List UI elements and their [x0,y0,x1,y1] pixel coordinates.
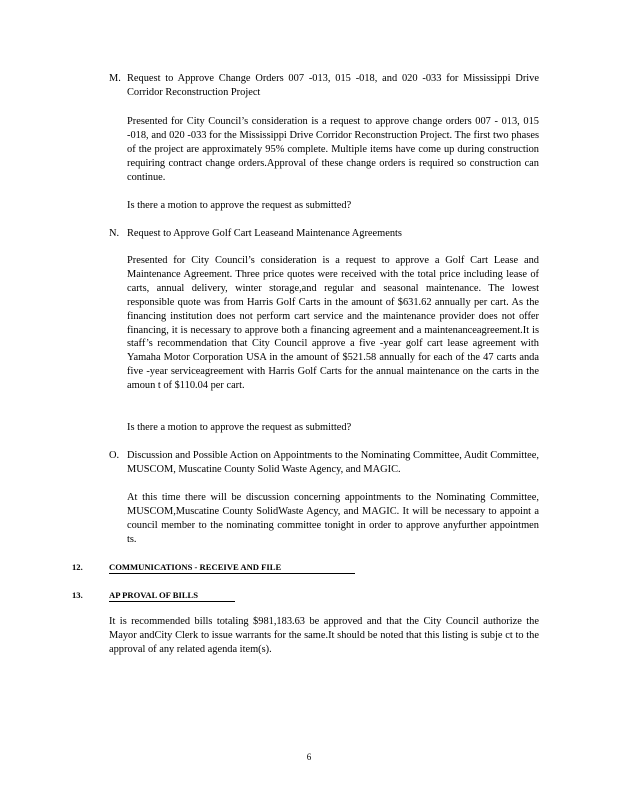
section-13-body: It is recommended bills totaling $981,183.63 be approved and that the City Council authorize the Mayor andCity Clerk to issue warrants for the same.It should be noted that this listing is subje ct to the approval of any related agenda item(s). [109,616,539,655]
item-m-heading [109,72,539,100]
item-o-title: Discussion and Possible Action on Appointments to the Nominating Committee, Audit Committee, MUSCOM, Muscatine County Solid Waste Agency, and MAGIC. [127,450,539,475]
section-13-title: AP PROVAL OF BILLS [109,590,199,600]
item-n-letter: N. [109,228,120,239]
page-number: 6 [306,752,312,762]
item-o-body: At this time there will be discussion concerning appointments to the Nominating Committee, MUSCOM,Muscatine County SolidWaste Agency, and MAGIC. It will be necessary to appoint a council member to the nominating committee tonight in order to approve anyfurther appointmen ts. [127,492,539,545]
item-m-letter: M. [109,73,121,84]
section-12-title: COMMUNICATIONS - RECEIVE AND FILE [109,562,282,572]
section-13-number: 13. [72,590,83,600]
item-n-title: Request to Approve Golf Cart Leaseand Maintenance Agreements [127,228,402,239]
section-12-number: 12. [72,562,83,572]
section-12-heading [109,561,355,574]
item-o-heading [109,449,539,477]
item-n-body: Presented for City Council’s consideration is a request to approve a Golf Cart Lease and Maintenance Agreement. Three price quotes were received with the total price including lease of carts, annual delivery, winter storage,and regular and seasonal maintenance. The lowest responsible quote was from Harris Golf Carts in the amount of $631.62 annually per cart. As the financing institution does not perform cart service and the maintenance provider does not offer financing, it is necessary to approve both a financing agreement and a maintenanceagreement.It is staff’s recommendation that City Council approve a five -year golf cart lease agreement with Yamaha Motor Corporation USA in the amount of $521.58 annually for each of the 47 carts anda five -year serviceagreement with Harris Golf Carts for the annual maintenance on the carts in the amoun t of $110.04 per cart. [127,255,539,392]
item-m-question: Is there a motion to approve the request as submitted? [127,200,352,211]
item-m-title: Request to Approve Change Orders 007 -013, 015 -018, and 020 -033 for Mississippi Drive Corridor Reconstruction Project [127,73,539,98]
item-n-heading [109,227,539,241]
item-o-letter: O. [109,450,120,461]
item-m-body: Presented for City Council’s consideration is a request to approve change orders 007 - 013, 015 -018, and 020 -033 for the Mississippi Drive Corridor Reconstruction Project. The first two phases of the project are approximately 95% complete. Multiple items have come up during construction requiring contract change orders.Approval of these change orders is required so construction can continue. [127,116,539,183]
section-13-heading [109,589,235,602]
item-n-question: Is there a motion to approve the request as submitted? [127,422,352,433]
